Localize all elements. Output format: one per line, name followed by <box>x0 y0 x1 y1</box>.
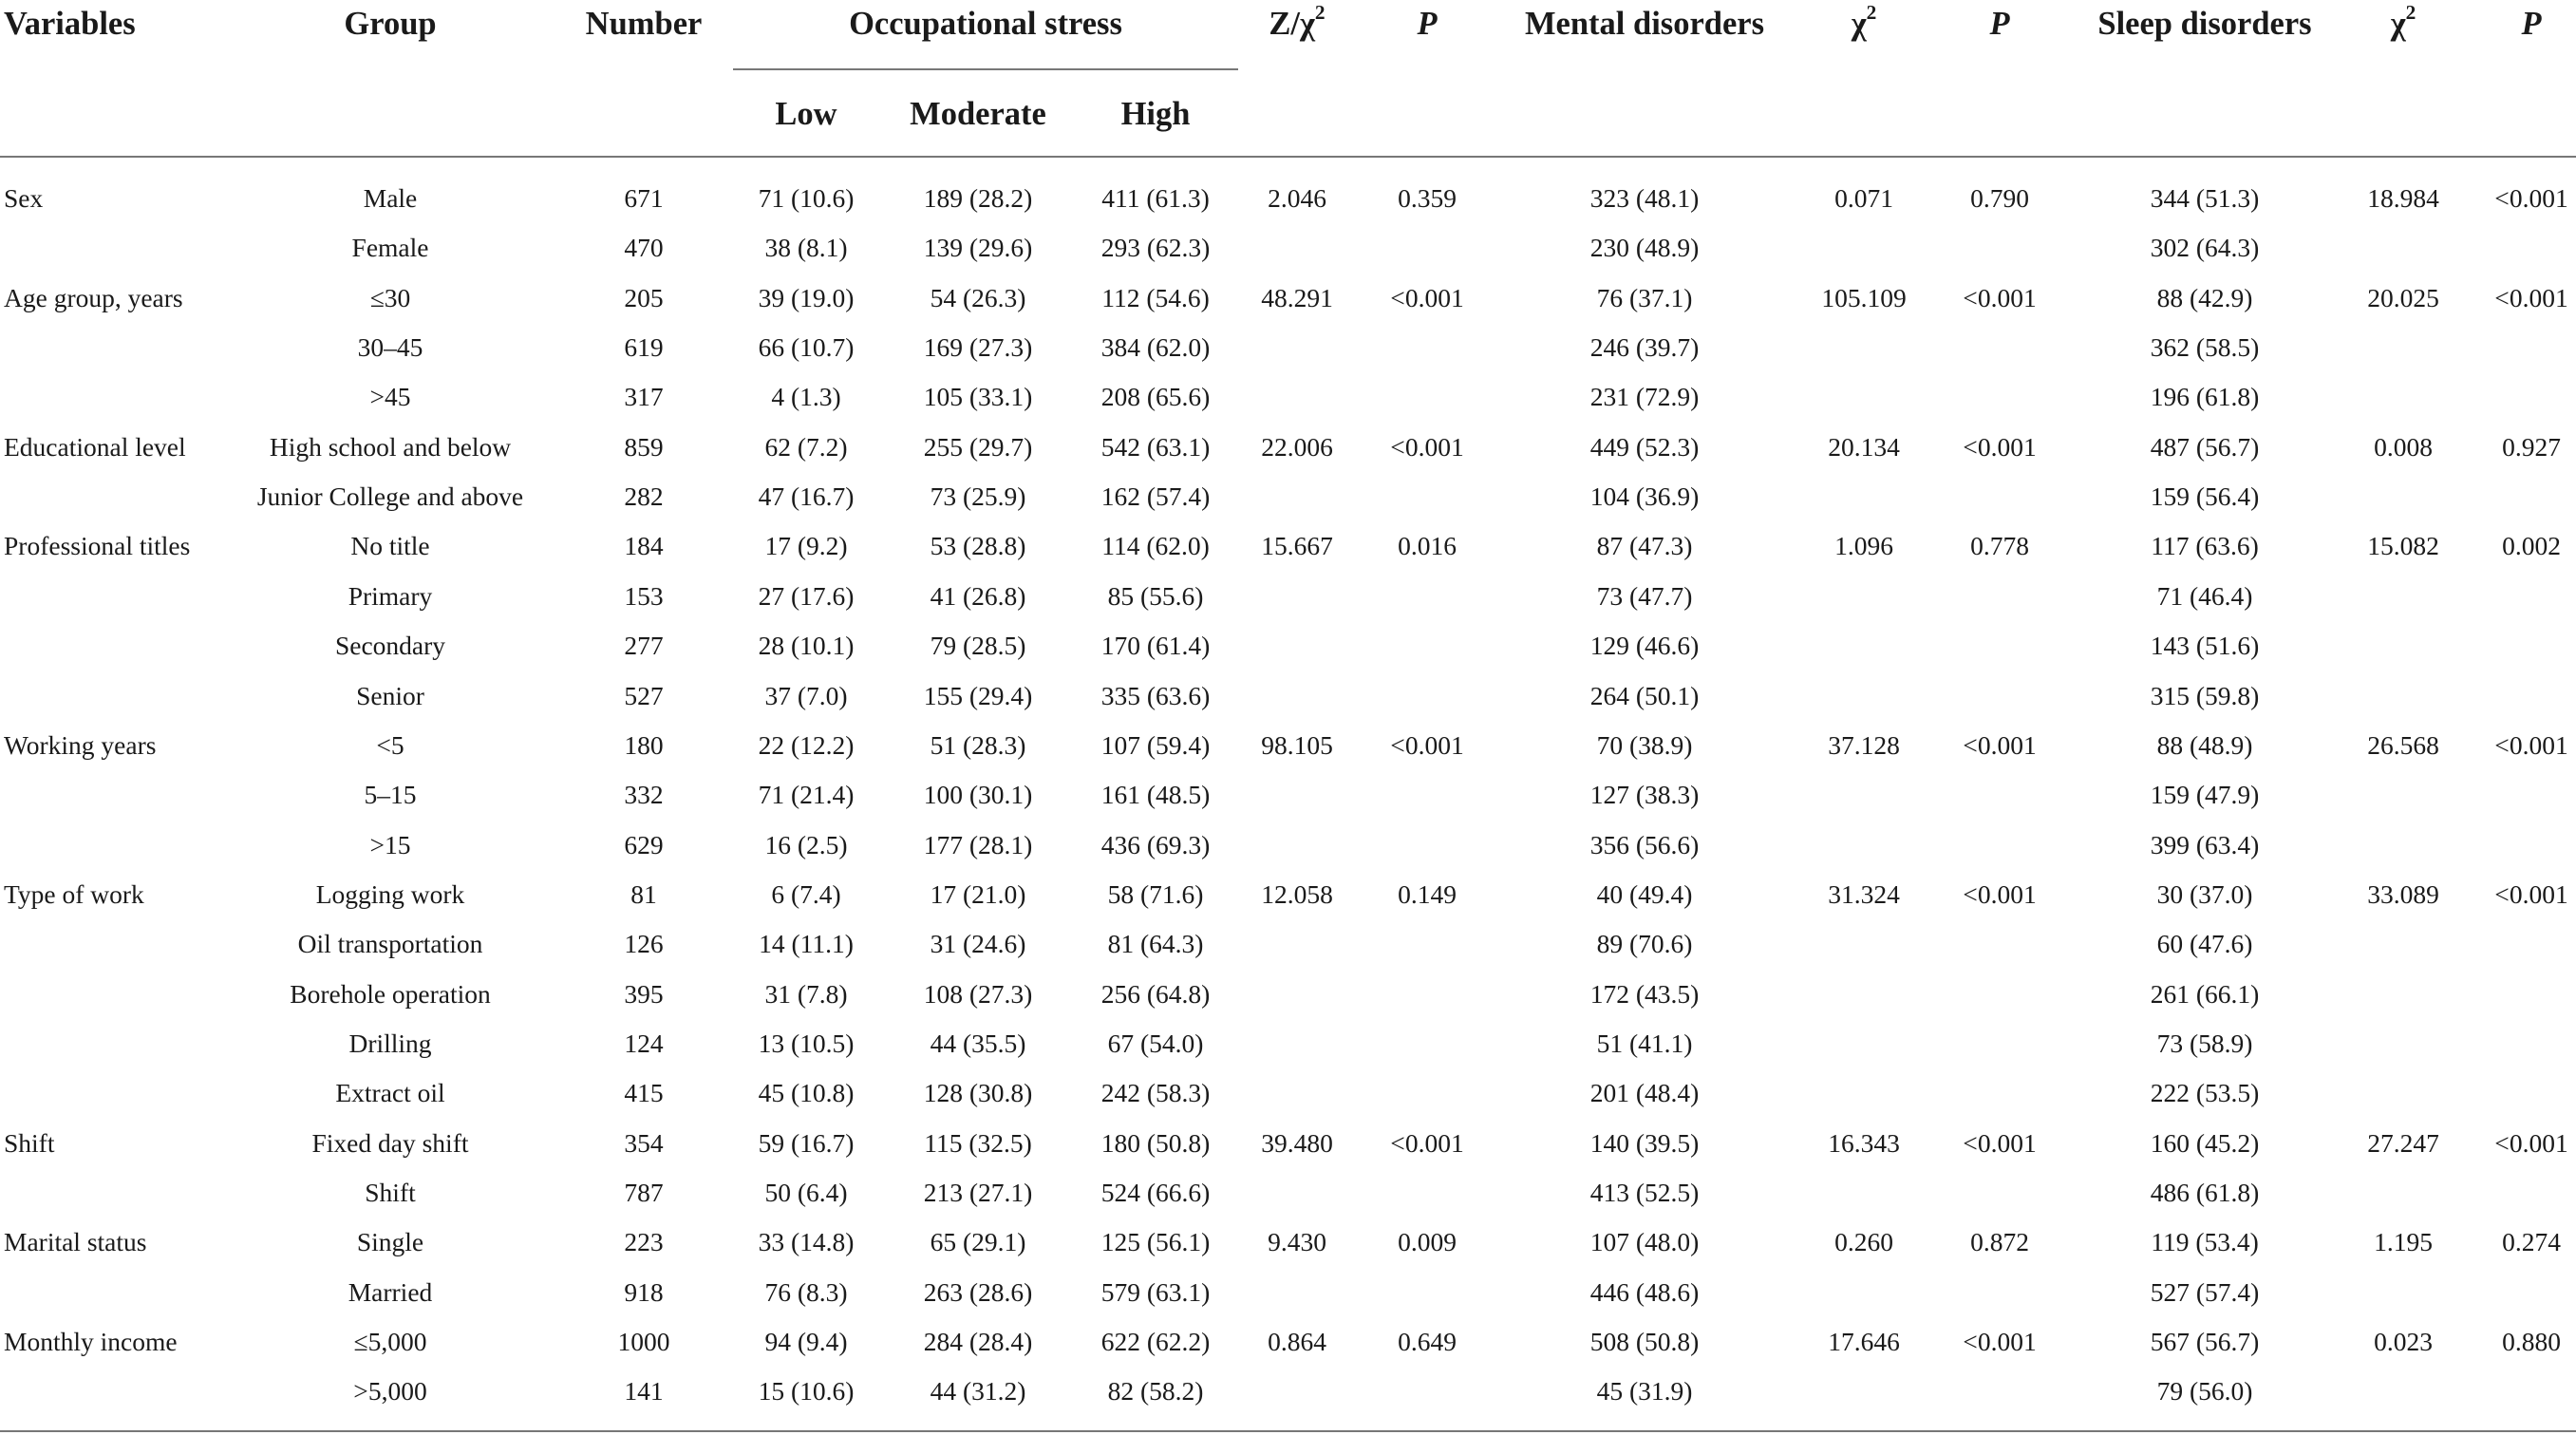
cell-sleep: 60 (47.6) <box>2156 929 2253 959</box>
cell-number: 153 <box>624 580 664 611</box>
cell-number: 124 <box>624 1028 664 1058</box>
cell-group: >45 <box>369 382 411 412</box>
cell-high: 411 (61.3) <box>1101 183 1210 213</box>
cell-mental: 76 (37.1) <box>1596 282 1693 312</box>
cell-chi2-mental: 20.134 <box>1828 431 1900 462</box>
cell-high: 161 (48.5) <box>1100 780 1211 810</box>
cell-group: Male <box>363 183 418 213</box>
cell-high: 436 (69.3) <box>1100 829 1211 859</box>
cell-moderate: 139 (29.6) <box>923 233 1033 263</box>
cell-moderate: 263 (28.6) <box>923 1276 1033 1307</box>
cell-variable: Age group, years <box>4 282 183 312</box>
cell-mental: 40 (49.4) <box>1596 878 1693 909</box>
cell-mental: 172 (43.5) <box>1589 978 1700 1009</box>
cell-chi2-mental: 17.646 <box>1828 1327 1900 1357</box>
cell-variable: Educational level <box>4 431 186 462</box>
cell-group: ≤5,000 <box>353 1327 427 1357</box>
cell-p2: <0.001 <box>1963 282 2037 312</box>
cell-high: 114 (62.0) <box>1101 531 1210 561</box>
cell-group: Shift <box>365 1178 416 1207</box>
cell-number: 81 <box>630 878 657 909</box>
cell-mental: 246 (39.7) <box>1589 332 1700 363</box>
cell-number: 619 <box>624 332 664 363</box>
cell-variable: Shift <box>4 1127 55 1158</box>
cell-number: 126 <box>624 929 664 959</box>
cell-group: Primary <box>348 580 433 611</box>
cell-low: 14 (11.1) <box>759 929 854 959</box>
header-moderate: Moderate <box>910 96 1046 132</box>
cell-number: 629 <box>624 829 664 859</box>
cell-variable: Monthly income <box>4 1327 178 1357</box>
cell-moderate: 100 (30.1) <box>923 780 1033 810</box>
cell-chi2-sleep: 27.247 <box>2367 1127 2439 1158</box>
header-number: Number <box>585 6 703 42</box>
cell-high: 180 (50.8) <box>1100 1127 1211 1158</box>
cell-mental: 104 (36.9) <box>1589 481 1700 512</box>
cell-moderate: 284 (28.4) <box>923 1327 1033 1357</box>
cell-group: No title <box>350 531 430 561</box>
cell-sleep: 486 (61.8) <box>2150 1178 2260 1207</box>
cell-chi2-mental: 105.109 <box>1821 282 1907 312</box>
cell-high: 335 (63.6) <box>1100 680 1211 710</box>
header-high: High <box>1120 96 1191 132</box>
cell-high: 384 (62.0) <box>1100 332 1211 363</box>
cell-chi2-mental: 37.128 <box>1828 729 1900 760</box>
cell-moderate: 73 (25.9) <box>930 481 1026 512</box>
cell-high: 112 (54.6) <box>1101 282 1210 312</box>
cell-group: >15 <box>369 829 411 859</box>
cell-low: 33 (14.8) <box>758 1227 855 1257</box>
cell-number: 184 <box>624 531 664 561</box>
cell-group: ≤30 <box>369 282 411 312</box>
header-low: Low <box>775 96 837 132</box>
cell-chi2-sleep: 0.023 <box>2374 1327 2433 1357</box>
cell-sleep: 567 (56.7) <box>2150 1327 2260 1357</box>
cell-z-chi2: 9.430 <box>1268 1227 1326 1257</box>
cell-low: 37 (7.0) <box>764 680 848 710</box>
cell-sleep: 88 (48.9) <box>2156 729 2253 760</box>
cell-mental: 264 (50.1) <box>1589 680 1700 710</box>
header-p-sleep: P <box>2521 6 2542 42</box>
cell-p1: <0.001 <box>1390 431 1464 462</box>
cell-low: 31 (7.8) <box>764 978 848 1009</box>
cell-mental: 231 (72.9) <box>1589 382 1700 412</box>
table-bottom-rule <box>0 1430 2576 1432</box>
cell-p3: <0.001 <box>2494 878 2568 909</box>
cell-high: 170 (61.4) <box>1100 631 1211 661</box>
cell-mental: 323 (48.1) <box>1589 183 1700 213</box>
cell-sleep: 73 (58.9) <box>2156 1028 2253 1058</box>
cell-low: 28 (10.1) <box>758 631 855 661</box>
cell-moderate: 65 (29.1) <box>930 1227 1026 1257</box>
cell-number: 415 <box>624 1078 664 1108</box>
cell-chi2-sleep: 26.568 <box>2367 729 2439 760</box>
cell-p1: 0.359 <box>1398 183 1457 213</box>
cell-mental: 230 (48.9) <box>1589 233 1700 263</box>
cell-mental: 73 (47.7) <box>1596 580 1693 611</box>
cell-sleep: 362 (58.5) <box>2150 332 2260 363</box>
cell-high: 256 (64.8) <box>1100 978 1211 1009</box>
cell-moderate: 44 (35.5) <box>930 1028 1026 1058</box>
cell-p1: <0.001 <box>1390 1127 1464 1158</box>
cell-group: Logging work <box>315 878 465 909</box>
cell-high: 208 (65.6) <box>1100 382 1211 412</box>
cell-z-chi2: 12.058 <box>1261 878 1333 909</box>
header-bottom-rule <box>0 156 2576 158</box>
cell-sleep: 159 (56.4) <box>2150 481 2260 512</box>
cell-moderate: 51 (28.3) <box>930 729 1026 760</box>
cell-group: 5–15 <box>364 780 417 810</box>
cell-group: Oil transportation <box>297 929 483 959</box>
cell-p1: 0.009 <box>1398 1227 1457 1257</box>
cell-moderate: 255 (29.7) <box>923 431 1033 462</box>
cell-group: Junior College and above <box>256 481 524 512</box>
cell-number: 141 <box>624 1376 664 1407</box>
cell-variable: Type of work <box>4 878 144 909</box>
header-group: Group <box>344 6 437 42</box>
cell-low: 15 (10.6) <box>758 1376 855 1407</box>
cell-mental: 89 (70.6) <box>1596 929 1693 959</box>
cell-mental: 446 (48.6) <box>1589 1276 1700 1307</box>
cell-sleep: 315 (59.8) <box>2150 680 2260 710</box>
cell-mental: 140 (39.5) <box>1589 1127 1700 1158</box>
cell-number: 1000 <box>617 1327 670 1357</box>
cell-moderate: 189 (28.2) <box>923 183 1033 213</box>
cell-moderate: 169 (27.3) <box>923 332 1033 363</box>
cell-low: 16 (2.5) <box>764 829 848 859</box>
cell-sleep: 30 (37.0) <box>2156 878 2253 909</box>
stress-subheader-rule <box>733 68 1238 70</box>
header-p-mental: P <box>1989 6 2010 42</box>
cell-mental: 413 (52.5) <box>1589 1178 1700 1207</box>
cell-mental: 356 (56.6) <box>1589 829 1700 859</box>
cell-moderate: 17 (21.0) <box>930 878 1026 909</box>
cell-moderate: 105 (33.1) <box>923 382 1033 412</box>
cell-low: 71 (10.6) <box>758 183 855 213</box>
cell-z-chi2: 98.105 <box>1261 729 1333 760</box>
cell-low: 50 (6.4) <box>764 1178 848 1207</box>
cell-sleep: 119 (53.4) <box>2151 1227 2259 1257</box>
cell-p2: <0.001 <box>1963 1327 2037 1357</box>
cell-p3: <0.001 <box>2494 282 2568 312</box>
cell-low: 13 (10.5) <box>758 1028 855 1058</box>
cell-high: 622 (62.2) <box>1100 1327 1211 1357</box>
cell-group: 30–45 <box>357 332 423 363</box>
cell-group: Married <box>348 1276 433 1307</box>
cell-z-chi2: 48.291 <box>1261 282 1333 312</box>
cell-p1: <0.001 <box>1390 282 1464 312</box>
cell-group: Borehole operation <box>290 978 491 1009</box>
cell-sleep: 71 (46.4) <box>2156 580 2253 611</box>
cell-p2: 0.778 <box>1970 531 2029 561</box>
cell-low: 27 (17.6) <box>758 580 855 611</box>
cell-chi2-mental: 0.071 <box>1834 183 1893 213</box>
cell-chi2-mental: 1.096 <box>1834 531 1893 561</box>
cell-number: 671 <box>624 183 664 213</box>
cell-low: 6 (7.4) <box>771 878 841 909</box>
cell-sleep: 302 (64.3) <box>2150 233 2260 263</box>
cell-p3: 0.927 <box>2502 431 2561 462</box>
cell-chi2-sleep: 1.195 <box>2374 1227 2433 1257</box>
cell-variable: Sex <box>4 183 44 213</box>
cell-p3: <0.001 <box>2494 183 2568 213</box>
cell-number: 332 <box>624 780 664 810</box>
cell-mental: 201 (48.4) <box>1589 1078 1700 1108</box>
cell-p2: <0.001 <box>1963 729 2037 760</box>
cell-p1: <0.001 <box>1390 729 1464 760</box>
cell-low: 76 (8.3) <box>764 1276 848 1307</box>
cell-sleep: 143 (51.6) <box>2150 631 2260 661</box>
cell-number: 277 <box>624 631 664 661</box>
cell-p3: 0.002 <box>2502 531 2561 561</box>
cell-high: 85 (55.6) <box>1107 580 1204 611</box>
cell-group: Single <box>356 1227 424 1257</box>
cell-moderate: 79 (28.5) <box>930 631 1026 661</box>
cell-variable: Marital status <box>4 1227 147 1257</box>
cell-mental: 508 (50.8) <box>1589 1327 1700 1357</box>
cell-high: 293 (62.3) <box>1100 233 1211 263</box>
cell-z-chi2: 0.864 <box>1268 1327 1326 1357</box>
cell-sleep: 79 (56.0) <box>2156 1376 2253 1407</box>
cell-high: 542 (63.1) <box>1100 431 1211 462</box>
cell-p3: 0.880 <box>2502 1327 2561 1357</box>
cell-sleep: 261 (66.1) <box>2150 978 2260 1009</box>
cell-sleep: 344 (51.3) <box>2150 183 2260 213</box>
cell-variable: Professional titles <box>4 531 191 561</box>
cell-number: 180 <box>624 729 664 760</box>
cell-low: 45 (10.8) <box>758 1078 855 1108</box>
cell-moderate: 128 (30.8) <box>923 1078 1033 1108</box>
cell-number: 317 <box>624 382 664 412</box>
cell-group: Extract oil <box>335 1078 445 1108</box>
cell-p2: <0.001 <box>1963 878 2037 909</box>
cell-chi2-sleep: 18.984 <box>2367 183 2439 213</box>
cell-low: 59 (16.7) <box>758 1127 855 1158</box>
header-chi2-mental: $\chi^2$ <box>1851 0 1877 42</box>
cell-p2: <0.001 <box>1963 1127 2037 1158</box>
cell-z-chi2: 22.006 <box>1261 431 1333 462</box>
cell-p2: <0.001 <box>1963 431 2037 462</box>
header-chi2-sleep: $\chi^2$ <box>2390 0 2416 42</box>
cell-low: 66 (10.7) <box>758 332 855 363</box>
cell-p3: 0.274 <box>2502 1227 2561 1257</box>
cell-number: 859 <box>624 431 664 462</box>
cell-variable: Working years <box>4 729 157 760</box>
cell-high: 82 (58.2) <box>1107 1376 1204 1407</box>
cell-number: 395 <box>624 978 664 1009</box>
cell-sleep: 487 (56.7) <box>2150 431 2260 462</box>
cell-number: 223 <box>624 1227 664 1257</box>
cell-low: 94 (9.4) <box>764 1327 848 1357</box>
header-p-stress: P <box>1417 6 1438 42</box>
cell-low: 47 (16.7) <box>758 481 855 512</box>
cell-high: 524 (66.6) <box>1100 1178 1211 1207</box>
cell-p1: 0.016 <box>1398 531 1457 561</box>
cell-high: 107 (59.4) <box>1100 729 1211 760</box>
cell-moderate: 108 (27.3) <box>923 978 1033 1009</box>
header-variables: Variables <box>4 6 136 42</box>
cell-mental: 70 (38.9) <box>1596 729 1693 760</box>
cell-sleep: 196 (61.8) <box>2150 382 2260 412</box>
cell-number: 918 <box>624 1276 664 1307</box>
cell-low: 62 (7.2) <box>764 431 848 462</box>
cell-number: 354 <box>624 1127 664 1158</box>
cell-moderate: 155 (29.4) <box>923 680 1033 710</box>
cell-p3: <0.001 <box>2494 1127 2568 1158</box>
header-z-chi2: $Z/\chi^2$ <box>1269 0 1326 42</box>
cell-mental: 127 (38.3) <box>1589 780 1700 810</box>
cell-low: 38 (8.1) <box>764 233 848 263</box>
cell-moderate: 54 (26.3) <box>930 282 1026 312</box>
cell-moderate: 31 (24.6) <box>930 929 1026 959</box>
cell-chi2-mental: 16.343 <box>1828 1127 1900 1158</box>
cell-high: 579 (63.1) <box>1100 1276 1211 1307</box>
cell-group: <5 <box>376 729 404 760</box>
cell-low: 17 (9.2) <box>764 531 848 561</box>
cell-moderate: 53 (28.8) <box>930 531 1026 561</box>
cell-sleep: 117 (63.6) <box>2151 531 2259 561</box>
cell-chi2-mental: 0.260 <box>1834 1227 1893 1257</box>
cell-sleep: 527 (57.4) <box>2150 1276 2260 1307</box>
cell-sleep: 159 (47.9) <box>2150 780 2260 810</box>
cell-group: Female <box>351 233 429 263</box>
cell-sleep: 160 (45.2) <box>2150 1127 2260 1158</box>
cell-low: 4 (1.3) <box>771 382 841 412</box>
cell-moderate: 44 (31.2) <box>930 1376 1026 1407</box>
cell-mental: 51 (41.1) <box>1596 1028 1693 1058</box>
cell-mental: 107 (48.0) <box>1589 1227 1700 1257</box>
cell-mental: 45 (31.9) <box>1596 1376 1693 1407</box>
cell-moderate: 213 (27.1) <box>923 1178 1033 1207</box>
cell-p2: 0.790 <box>1970 183 2029 213</box>
cell-p3: <0.001 <box>2494 729 2568 760</box>
cell-high: 125 (56.1) <box>1100 1227 1211 1257</box>
cell-low: 39 (19.0) <box>758 282 855 312</box>
cell-moderate: 177 (28.1) <box>923 829 1033 859</box>
cell-moderate: 115 (32.5) <box>924 1127 1032 1158</box>
cell-p2: 0.872 <box>1970 1227 2029 1257</box>
cell-low: 22 (12.2) <box>758 729 855 760</box>
cell-high: 242 (58.3) <box>1100 1078 1211 1108</box>
cell-high: 58 (71.6) <box>1107 878 1204 909</box>
cell-chi2-sleep: 0.008 <box>2374 431 2433 462</box>
cell-chi2-sleep: 20.025 <box>2367 282 2439 312</box>
header-mental-disorders: Mental disorders <box>1524 6 1765 42</box>
cell-mental: 129 (46.6) <box>1589 631 1700 661</box>
cell-sleep: 399 (63.4) <box>2150 829 2260 859</box>
cell-sleep: 222 (53.5) <box>2150 1078 2260 1108</box>
cell-number: 205 <box>624 282 664 312</box>
cell-z-chi2: 15.667 <box>1261 531 1333 561</box>
cell-high: 81 (64.3) <box>1107 929 1204 959</box>
cell-chi2-mental: 31.324 <box>1828 878 1900 909</box>
cell-chi2-sleep: 15.082 <box>2367 531 2439 561</box>
cell-sleep: 88 (42.9) <box>2156 282 2253 312</box>
cell-group: High school and below <box>269 431 512 462</box>
cell-mental: 449 (52.3) <box>1589 431 1700 462</box>
cell-mental: 87 (47.3) <box>1596 531 1693 561</box>
cell-number: 787 <box>624 1178 664 1207</box>
cell-p1: 0.649 <box>1398 1327 1457 1357</box>
cell-group: Fixed day shift <box>311 1127 469 1158</box>
cell-number: 470 <box>624 233 664 263</box>
cell-high: 67 (54.0) <box>1107 1028 1204 1058</box>
cell-low: 71 (21.4) <box>758 780 855 810</box>
cell-z-chi2: 2.046 <box>1268 183 1326 213</box>
cell-moderate: 41 (26.8) <box>930 580 1026 611</box>
header-occupational-stress: Occupational stress <box>849 6 1122 42</box>
cell-p1: 0.149 <box>1398 878 1457 909</box>
cell-high: 162 (57.4) <box>1100 481 1211 512</box>
cell-group: Drilling <box>348 1028 432 1058</box>
cell-group: Secondary <box>334 631 446 661</box>
header-sleep-disorders: Sleep disorders <box>2097 6 2312 42</box>
cell-group: >5,000 <box>353 1376 427 1407</box>
cell-number: 527 <box>624 680 664 710</box>
cell-number: 282 <box>624 481 664 512</box>
cell-chi2-sleep: 33.089 <box>2367 878 2439 909</box>
cell-z-chi2: 39.480 <box>1261 1127 1333 1158</box>
cell-group: Senior <box>356 680 424 710</box>
